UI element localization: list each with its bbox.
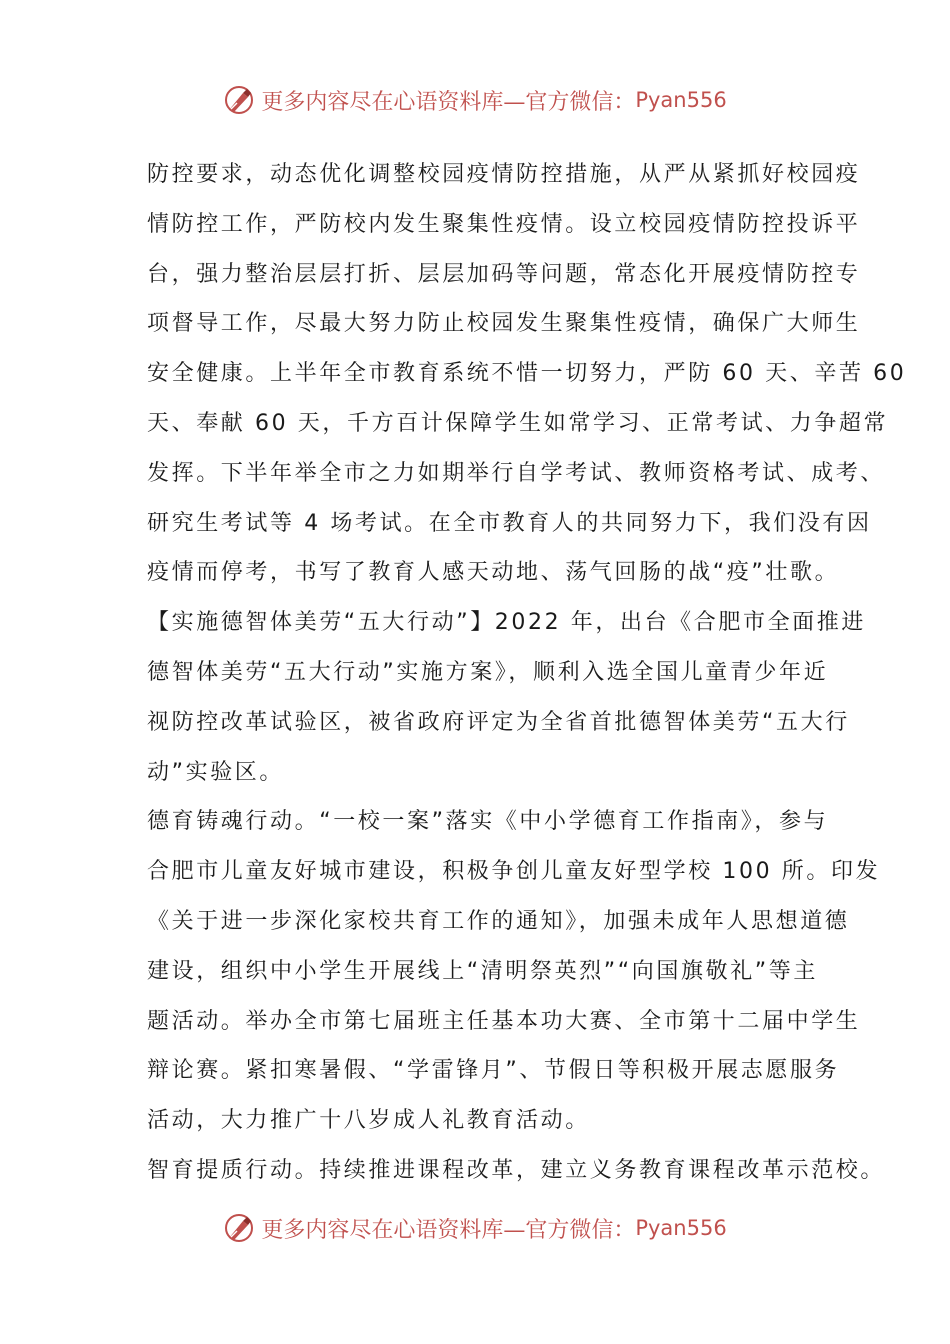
footer-watermark-text: 更多内容尽在心语资料库—官方微信： [261, 1217, 636, 1243]
text-line: 智育提质行动。持续推进课程改革，建立义务教育课程改革示范校。 [147, 1157, 886, 1183]
header-wechat-id: Pyan556 [635, 88, 727, 112]
text-line: 发挥。下半年举全市之力如期举行自学考试、教师资格考试、成考、 [147, 460, 886, 486]
text-line: 疫情而停考，书写了教育人感天动地、荡气回肠的战“疫”壮歌。 [147, 560, 840, 586]
header-watermark-text: 更多内容尽在心语资料库—官方微信： [261, 89, 636, 115]
text-line: 防控要求，动态优化调整校园疫情防控措施，从严从紧抓好校园疫 [147, 162, 861, 187]
text-line: 德智体美劳“五大行动”实施方案》，顺利入选全国儿童青少年近 [147, 659, 829, 685]
text-line: 研究生考试等 4 场考试。在全市教育人的共同努力下，我们没有因 [147, 510, 872, 536]
text-line: 辩论赛。紧扣寒暑假、“学雷锋月”、节假日等积极开展志愿服务 [147, 1058, 840, 1084]
document-body [147, 150, 907, 1196]
text-line: 情防控工作，严防校内发生聚集性疫情。设立校园疫情防控投诉平 [147, 211, 861, 237]
text-line: 【实施德智体美劳“五大行动”】2022 年，出台《合肥市全面推进 [147, 610, 866, 636]
text-line: 题活动。举办全市第七届班主任基本功大赛、全市第十二届中学生 [147, 1008, 861, 1034]
text-line: 合肥市儿童友好城市建设，积极争创儿童友好型学校 100 所。印发 [147, 859, 881, 885]
footer-watermark [0, 1212, 950, 1244]
text-line: 视防控改革试验区，被省政府评定为全省首批德智体美劳“五大行 [147, 709, 850, 735]
text-line: 项督导工作，尽最大努力防止校园发生聚集性疫情，确保广大师生 [147, 311, 861, 337]
text-line: 台，强力整治层层打折、层层加码等问题，常态化开展疫情防控专 [147, 261, 861, 287]
text-line: 活动，大力推广十八岁成人礼教育活动。 [147, 1108, 590, 1134]
header-watermark [0, 84, 950, 116]
pen-nib-logo-icon [223, 84, 255, 116]
text-line: 建设，组织中小学生开展线上“清明祭英烈”“向国旗敬礼”等主 [147, 958, 818, 984]
pen-nib-logo-icon [223, 1212, 255, 1244]
text-line: 动”实验区。 [147, 759, 284, 785]
footer-wechat-id: Pyan556 [635, 1216, 727, 1240]
text-line: 安全健康。上半年全市教育系统不惜一切努力，严防 60 天、辛苦 60 [147, 361, 907, 387]
text-line: 天、奉献 60 天，千方百计保障学生如常学习、正常考试、力争超常 [147, 410, 889, 436]
text-line: 《关于进一步深化家校共育工作的通知》，加强未成年人思想道德 [147, 908, 850, 934]
text-line: 德育铸魂行动。“一校一案”落实《中小学德育工作指南》，参与 [147, 809, 829, 835]
